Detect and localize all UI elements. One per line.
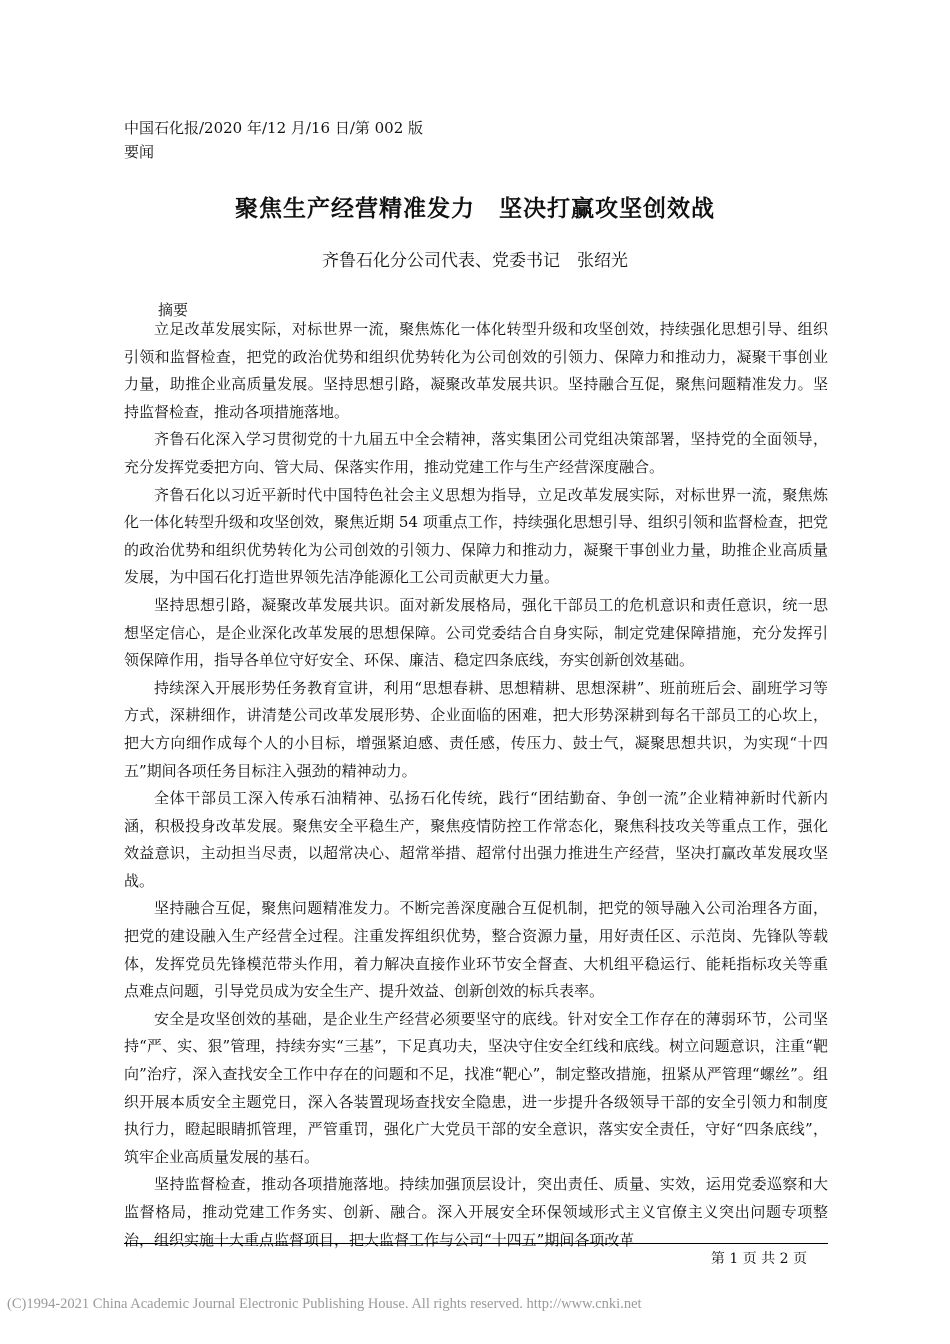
paragraph: 坚持融合互促，聚焦问题精准发力。不断完善深度融合互促机制，把党的领导融入公司治理各方面，把党的建设融入生产经营全过程。注重发挥组织优势，整合资源力量，用好责任区、示范岗、先锋队等载体，发挥党员先锋模范带头作用，着力解决直接作业环节安全督查、大机组平稳运行、能耗指标攻关等重点难点问题，引导党员成为安全生产、提升效益、创新创效的标兵表率。 <box>124 899 828 1001</box>
section-label: 要闻 <box>124 143 155 161</box>
article-body <box>124 316 828 1254</box>
paragraph: 持续深入开展形势任务教育宣讲，利用“思想春耕、思想精耕、思想深耕”、班前班后会、副班学习等方式，深耕细作，讲清楚公司改革发展形势、企业面临的困难，把大形势深耕到每名干部员工的心坎上，把大方向细作成每个人的小目标，增强紧迫感、责任感，传压力、鼓士气，凝聚思想共识，为实现“十四五”期间各项任务目标注入强劲的精神动力。 <box>124 678 828 780</box>
footer-divider <box>124 1243 828 1244</box>
paragraph: 立足改革发展实际，对标世界一流，聚焦炼化一体化转型升级和攻坚创效，持续强化思想引导、组织引领和监督检查，把党的政治优势和组织优势转化为公司创效的引领力、保障力和推动力，凝聚干事创业力量，助推企业高质量发展。坚持思想引路，凝聚改革发展共识。坚持融合互促，聚焦问题精准发力。坚持监督检查，推动各项措施落地。 <box>124 320 828 421</box>
paragraph: 全体干部员工深入传承石油精神、弘扬石化传统，践行“团结勤奋、争创一流”企业精神新时代新内涵，积极投身改革发展。聚焦安全平稳生产，聚焦疫情防控工作常态化，聚焦科技攻关等重点工作，强化效益意识，主动担当尽责，以超常决心、超常举措、超常付出强力推进生产经营，坚决打赢改革发展攻坚战。 <box>124 789 828 890</box>
paragraph: 齐鲁石化深入学习贯彻党的十九届五中全会精神，落实集团公司党组决策部署，坚持党的全面领导，充分发挥党委把方向、管大局、保落实作用，推动党建工作与生产经营深度融合。 <box>124 430 828 476</box>
paragraph: 齐鲁石化以习近平新时代中国特色社会主义思想为指导，立足改革发展实际，对标世界一流，聚焦炼化一体化转型升级和攻坚创效，聚焦近期 54 项重点工作，持续强化思想引导、组织引领和监督检查，把党的政治优势和组织优势转化为公司创效的引领力、保障力和推动力，凝聚干事创业力量，助推企业高质量发展，为中国石化打造世界领先洁净能源化工公司贡献更大力量。 <box>124 485 828 587</box>
paragraph: 坚持监督检查，推动各项措施落地。持续加强顶层设计，突出责任、质量、实效，运用党委巡察和大监督格局，推动党建工作务实、创新、融合。深入开展安全环保领域形式主义官僚主义突出问题专项整治，组织实施十大重点监督项目，把大监督工作与公司“十四五”期间各项改革 <box>124 1175 828 1249</box>
paragraph: 坚持思想引路，凝聚改革发展共识。面对新发展格局，强化干部员工的危机意识和责任意识，统一思想坚定信心，是企业深化改革发展的思想保障。公司党委结合自身实际，制定党建保障措施，充分发挥引领保障作用，指导各单位守好安全、环保、廉洁、稳定四条底线，夯实创新创效基础。 <box>124 595 828 670</box>
source-line: 中国石化报/2020 年/12 月/16 日/第 002 版 <box>124 119 424 137</box>
article-author: 齐鲁石化分公司代表、党委书记 张绍光 <box>322 251 628 271</box>
page-number: 第 1 页 共 2 页 <box>710 1251 807 1267</box>
copyright-watermark: (C)1994-2021 China Academic Journal Electronic Publishing House. All rights reserved. http://www.cnki.net <box>7 1296 642 1312</box>
paragraph: 安全是攻坚创效的基础，是企业生产经营必须要坚守的底线。针对安全工作存在的薄弱环节，公司坚持“严、实、狠”管理，持续夯实“三基”，下足真功夫，坚决守住安全红线和底线。树立问题意识，注重“靶向”治疗，深入查找安全工作中存在的问题和不足，找准“靶心”，制定整改措施，扭紧从严管理“螺丝”。组织开展本质安全主题党日，深入各装置现场查找安全隐患，进一步提升各级领导干部的安全引领力和制度执行力，瞪起眼睛抓管理，严管重罚，强化广大党员干部的安全意识，落实安全责任，守好“四条底线”，筑牢企业高质量发展的基石。 <box>124 1009 828 1166</box>
abstract-label: 摘要 <box>158 301 189 319</box>
article-title: 聚焦生产经营精准发力 坚决打赢攻坚创效战 <box>235 195 715 222</box>
article-meta <box>124 116 423 164</box>
